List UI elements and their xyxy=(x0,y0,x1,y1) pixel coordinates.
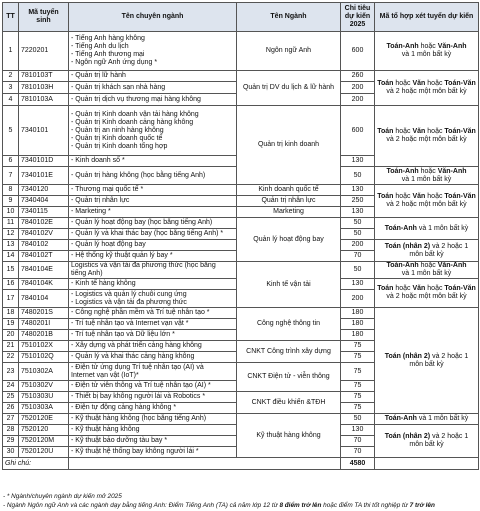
specialty-line: - Kỹ thuật hệ thống bay không người lái * xyxy=(71,448,199,455)
specialty-line: - Trí tuệ nhân tạo và Internet vạn vật * xyxy=(71,320,189,327)
admission-code: 7810103T xyxy=(19,71,69,82)
specialty-line: - Kỹ thuật hàng không (học bằng tiếng Anh) xyxy=(71,415,207,422)
combo-subject: Toán-Anh xyxy=(384,224,417,232)
admission-code: 7840104K xyxy=(19,279,69,290)
admission-code: 7340120 xyxy=(19,185,69,196)
specialty-list xyxy=(69,392,237,403)
combo-text: hoặc xyxy=(395,80,411,87)
combo-cell xyxy=(375,262,479,279)
table-row xyxy=(3,308,479,319)
major-name: CNKT điều khiển &TĐH xyxy=(237,392,341,414)
quota-value: 600 xyxy=(341,106,375,156)
specialty-line: - Thương mại quốc tế * xyxy=(71,186,144,193)
specialty-line: - Logistics và quản lý chuỗi cung ứng xyxy=(71,290,187,298)
quota-value: 75 xyxy=(341,363,375,381)
major-name: Quản lý hoạt động bay xyxy=(237,218,341,262)
specialty-line: - Điện tử viễn thông và Trí tuệ nhân tạo (AI) * xyxy=(71,382,211,389)
combo-subject: Toán xyxy=(377,285,394,292)
combo-line xyxy=(377,88,476,96)
header-code: Mã tuyển sinh xyxy=(19,3,69,32)
combo-text: và 2 hoặc 1 môn bất kỳ xyxy=(409,242,469,258)
combo-cell xyxy=(375,106,479,167)
table-row xyxy=(3,414,479,425)
combo-cell xyxy=(375,167,479,185)
quota-value: 130 xyxy=(341,279,375,290)
quota-value: 180 xyxy=(341,330,375,341)
quota-value: 130 xyxy=(341,207,375,218)
row-number: 16 xyxy=(3,279,19,290)
combo-text: và 1 môn bất kỳ xyxy=(401,270,452,277)
specialty-line: - Trí tuệ nhân tạo và Dữ liệu lớn * xyxy=(71,331,175,338)
admission-code: 7840104 xyxy=(19,290,69,308)
admission-code: 7810103A xyxy=(19,94,69,106)
row-number: 25 xyxy=(3,392,19,403)
specialty-line: - Tiếng Anh du lịch xyxy=(71,43,129,50)
specialty-line: Logistics và vận tải đa phương thức (học bằng xyxy=(71,262,216,269)
major-name: Kỹ thuật hàng không xyxy=(237,414,341,458)
note-1: - * Ngành/chuyên ngành dự kiến mở 2025 xyxy=(3,493,122,500)
combo-subject: Toán (nhân 2) xyxy=(384,352,431,360)
combo-subject: Văn xyxy=(412,128,426,135)
major-name: Ngôn ngữ Anh xyxy=(237,32,341,71)
admissions-table xyxy=(2,2,479,470)
empty-cell xyxy=(69,458,341,470)
table-row xyxy=(3,262,479,279)
specialty-list xyxy=(69,363,237,381)
specialty-line: - Kỹ thuật hàng không xyxy=(71,426,140,433)
specialty-line: - Tiếng Anh hàng không xyxy=(71,35,145,42)
combo-cell xyxy=(375,185,479,218)
quota-value: 75 xyxy=(341,341,375,352)
combo-text: và 1 môn bất kỳ xyxy=(401,51,452,58)
quota-value: 200 xyxy=(341,240,375,251)
table-header xyxy=(3,3,479,32)
combo-text: và 2 hoặc một môn bất kỳ xyxy=(386,136,467,143)
major-name: Quản trị nhân lực xyxy=(237,196,341,207)
specialty-list xyxy=(69,330,237,341)
specialty-line: tiếng Anh) xyxy=(71,270,103,277)
combo-cell xyxy=(375,32,479,71)
specialty-list xyxy=(69,262,237,279)
specialty-list xyxy=(69,290,237,308)
quota-value: 130 xyxy=(341,425,375,436)
admission-code: 7840102T xyxy=(19,251,69,262)
combo-subject: Văn-Anh xyxy=(437,43,467,50)
specialty-line: - Quản trị Kinh doanh cảng hàng không xyxy=(71,118,194,126)
row-number: 30 xyxy=(3,447,19,458)
admission-code: 7480201I xyxy=(19,319,69,330)
total-quota: 4580 xyxy=(341,458,375,470)
admission-code: 7340115 xyxy=(19,207,69,218)
specialty-list xyxy=(69,341,237,352)
row-number: 22 xyxy=(3,352,19,363)
combo-subject: Toán-Anh xyxy=(386,167,419,175)
combo-cell xyxy=(375,240,479,262)
admission-code: 7810103H xyxy=(19,82,69,94)
quota-value: 600 xyxy=(341,32,375,71)
quota-value: 50 xyxy=(341,167,375,185)
header-tt: TT xyxy=(3,3,19,32)
admission-code: 7520120U xyxy=(19,447,69,458)
specialty-line: - Tiếng Anh thương mại xyxy=(71,51,145,58)
admission-code: 7840102V xyxy=(19,229,69,240)
admission-code: 7510303U xyxy=(19,392,69,403)
specialty-list xyxy=(69,436,237,447)
specialty-line: - Xây dựng và phát triển cảng hàng không xyxy=(71,342,202,349)
quota-value: 250 xyxy=(341,196,375,207)
combo-line xyxy=(377,43,476,51)
table-row xyxy=(3,218,479,229)
row-number: 1 xyxy=(3,32,19,71)
combo-line xyxy=(377,285,476,293)
major-name: Công nghệ thông tin xyxy=(237,308,341,341)
combo-cell xyxy=(375,425,479,458)
quota-value: 260 xyxy=(341,71,375,82)
combo-text: hoặc xyxy=(420,262,436,269)
specialty-list xyxy=(69,308,237,319)
combo-line xyxy=(377,136,476,144)
specialty-list xyxy=(69,167,237,185)
specialty-line: - Quản lý và khai thác bay (học bằng tiếng Anh) * xyxy=(71,230,224,237)
row-number: 19 xyxy=(3,319,19,330)
specialty-list xyxy=(69,229,237,240)
combo-line xyxy=(377,262,476,270)
specialty-list xyxy=(69,403,237,414)
row-number: 12 xyxy=(3,229,19,240)
combo-cell xyxy=(375,308,479,414)
quota-value: 50 xyxy=(341,414,375,425)
specialty-line: - Ngôn ngữ Anh ứng dụng * xyxy=(71,59,158,66)
table-row xyxy=(3,106,479,156)
row-number: 20 xyxy=(3,330,19,341)
quota-value: 50 xyxy=(341,229,375,240)
major-name: Quản trị kinh doanh xyxy=(237,106,341,185)
combo-text: và 1 môn bất kỳ xyxy=(418,224,469,232)
admission-code: 7510102X xyxy=(19,341,69,352)
combo-text: hoặc xyxy=(427,193,443,200)
combo-line xyxy=(377,193,476,201)
row-number: 21 xyxy=(3,341,19,352)
admission-code: 7520120M xyxy=(19,436,69,447)
row-number: 23 xyxy=(3,363,19,381)
specialty-list xyxy=(69,94,237,106)
total-label: Ghi chú: xyxy=(3,458,69,470)
table-row xyxy=(3,71,479,82)
quota-value: 75 xyxy=(341,403,375,414)
quota-value: 200 xyxy=(341,82,375,94)
combo-cell xyxy=(375,279,479,308)
combo-subject: Văn-Anh xyxy=(437,167,467,175)
quota-value: 180 xyxy=(341,319,375,330)
row-number: 7 xyxy=(3,167,19,185)
total-row xyxy=(3,458,479,470)
admission-code: 7480201B xyxy=(19,330,69,341)
table-row xyxy=(3,32,479,71)
row-number: 26 xyxy=(3,403,19,414)
combo-text: hoặc xyxy=(427,80,443,87)
specialty-line: - Hệ thống kỹ thuật quản lý bay * xyxy=(71,252,173,259)
combo-subject: Văn-Anh xyxy=(437,262,467,269)
combo-subject: Toán-Anh xyxy=(384,415,417,422)
combo-subject: Toán-Anh xyxy=(386,43,419,50)
specialty-list xyxy=(69,381,237,392)
specialty-list xyxy=(69,106,237,156)
row-number: 14 xyxy=(3,251,19,262)
specialty-line: - Quản trị an ninh hàng không xyxy=(71,126,164,134)
combo-subject: Toán xyxy=(377,193,394,200)
combo-subject: Toán xyxy=(377,128,394,135)
row-number: 17 xyxy=(3,290,19,308)
combo-subject: Toán xyxy=(377,80,394,87)
combo-text: và 2 hoặc một môn bất kỳ xyxy=(386,293,467,300)
combo-line xyxy=(377,243,476,259)
specialty-line: - Quản lý hoạt động bay xyxy=(71,241,146,248)
combo-text: hoặc xyxy=(427,128,443,135)
specialty-line: - Quản trị hàng không (học bằng tiếng Anh) xyxy=(71,171,206,179)
specialty-list xyxy=(69,207,237,218)
major-name: Quản trị DV du lịch & lữ hành xyxy=(237,71,341,106)
combo-text: và 2 hoặc một môn bất kỳ xyxy=(386,88,467,95)
admission-code: 7840102 xyxy=(19,240,69,251)
combo-line xyxy=(377,168,476,176)
combo-cell xyxy=(375,218,479,240)
combo-line xyxy=(377,415,476,423)
combo-subject: Toán (nhân 2) xyxy=(384,242,431,250)
combo-line xyxy=(377,433,476,449)
specialty-list xyxy=(69,319,237,330)
specialty-list xyxy=(69,32,237,71)
combo-text: hoặc xyxy=(420,43,436,50)
quota-value: 50 xyxy=(341,262,375,279)
combo-cell xyxy=(375,414,479,425)
combo-line xyxy=(377,353,476,369)
row-number: 3 xyxy=(3,82,19,94)
row-number: 29 xyxy=(3,436,19,447)
specialty-line: - Quản trị lữ hành xyxy=(71,72,126,79)
combo-line xyxy=(377,128,476,136)
combo-text: hoặc xyxy=(427,285,443,292)
combo-line xyxy=(377,270,476,278)
admission-code: 7510302A xyxy=(19,363,69,381)
combo-text: và 2 hoặc 1 môn bất kỳ xyxy=(409,433,469,448)
specialty-list xyxy=(69,156,237,167)
row-number: 28 xyxy=(3,425,19,436)
admission-code: 7840104E xyxy=(19,262,69,279)
row-number: 2 xyxy=(3,71,19,82)
specialty-line: - Quản trị khách sạn nhà hàng xyxy=(71,83,166,91)
specialty-line: - Quản lý và khai thác cảng hàng không xyxy=(71,353,195,360)
row-number: 15 xyxy=(3,262,19,279)
empty-cell xyxy=(375,458,479,470)
combo-subject: Toán-Anh xyxy=(386,262,419,269)
specialty-line: - Điện tử ứng dụng Trí tuệ nhân tạo (AI) và xyxy=(71,363,204,371)
quota-value: 70 xyxy=(341,447,375,458)
table-body xyxy=(3,32,479,470)
specialty-list xyxy=(69,279,237,290)
specialty-line: - Quản trị Kinh doanh tổng hợp xyxy=(71,142,168,150)
combo-line xyxy=(377,51,476,59)
row-number: 27 xyxy=(3,414,19,425)
admission-code: 7340101D xyxy=(19,156,69,167)
combo-text: hoặc xyxy=(395,128,411,135)
specialty-line: - Kinh tế hàng không xyxy=(71,280,136,287)
quota-value: 200 xyxy=(341,290,375,308)
header-quota: Chỉ tiêu dự kiến 2025 xyxy=(341,3,375,32)
combo-line xyxy=(377,80,476,88)
combo-line xyxy=(377,293,476,301)
combo-subject: Toán-Văn xyxy=(444,193,476,200)
major-name: CNKT Điện tử - viễn thông xyxy=(237,363,341,392)
admission-code: 7510102Q xyxy=(19,352,69,363)
specialty-line: - Kỹ thuật bảo dưỡng tàu bay * xyxy=(71,437,168,444)
admission-code: 7480201S xyxy=(19,308,69,319)
table-row xyxy=(3,185,479,196)
combo-subject: Văn xyxy=(412,285,426,292)
admission-code: 7520120E xyxy=(19,414,69,425)
note-2: - Ngành Ngôn ngữ Anh và các ngành dạy bằng tiếng Anh: Điểm Tiếng Anh (TA) cả năm lớp 12 từ 8 điểm trở lên hoặc điểm TA thi tốt nghiệp từ 7 trở lên xyxy=(3,502,435,509)
specialty-list xyxy=(69,414,237,425)
admission-code: 7340101 xyxy=(19,106,69,156)
quota-value: 130 xyxy=(341,156,375,167)
row-number: 10 xyxy=(3,207,19,218)
specialty-line: - Logistics và vận tải đa phương thức xyxy=(71,298,187,306)
admission-code: 7840102E xyxy=(19,218,69,229)
quota-value: 75 xyxy=(341,381,375,392)
combo-line xyxy=(377,201,476,209)
quota-value: 70 xyxy=(341,251,375,262)
combo-subject: Toán (nhân 2) xyxy=(384,433,431,440)
header-combo: Mã tổ hợp xét tuyển dự kiến xyxy=(375,3,479,32)
major-name: Kinh tế vận tải xyxy=(237,262,341,308)
specialty-list xyxy=(69,447,237,458)
specialty-list xyxy=(69,71,237,82)
specialty-line: - Quản trị Kinh doanh quốc tế xyxy=(71,134,163,142)
specialty-line: - Marketing * xyxy=(71,208,111,215)
combo-line xyxy=(377,176,476,184)
combo-subject: Văn xyxy=(412,80,426,87)
specialty-line: - Quản trị nhân lực xyxy=(71,197,130,204)
header-specialty: Tên chuyên ngành xyxy=(69,3,237,32)
specialty-list xyxy=(69,240,237,251)
combo-text: và 2 hoặc một môn bất kỳ xyxy=(386,201,467,208)
quota-value: 75 xyxy=(341,392,375,403)
quota-value: 70 xyxy=(341,436,375,447)
combo-subject: Toán-Văn xyxy=(444,285,476,292)
combo-subject: Toán-Văn xyxy=(444,80,476,87)
specialty-list xyxy=(69,82,237,94)
admission-code: 7520120 xyxy=(19,425,69,436)
specialty-list xyxy=(69,218,237,229)
combo-text: hoặc xyxy=(395,285,411,292)
row-number: 8 xyxy=(3,185,19,196)
specialty-line: Internet vạn vật (IoT)* xyxy=(71,371,139,379)
row-number: 9 xyxy=(3,196,19,207)
combo-line xyxy=(377,225,476,233)
specialty-line: - Quản trị dịch vụ thương mại hàng không xyxy=(71,95,201,103)
quota-value: 200 xyxy=(341,94,375,106)
admission-code: 7340101E xyxy=(19,167,69,185)
admission-code: 7340404 xyxy=(19,196,69,207)
row-number: 4 xyxy=(3,94,19,106)
specialty-list xyxy=(69,352,237,363)
combo-subject: Văn xyxy=(412,193,426,200)
quota-value: 180 xyxy=(341,308,375,319)
specialty-line: - Quản lý hoạt động bay (học bằng tiếng Anh) xyxy=(71,219,213,226)
combo-subject: Toán-Văn xyxy=(444,128,476,135)
specialty-line: - Điện tự động cảng hàng không * xyxy=(71,404,177,411)
quota-value: 50 xyxy=(341,218,375,229)
row-number: 13 xyxy=(3,240,19,251)
specialty-list xyxy=(69,185,237,196)
combo-text: và 1 môn bất kỳ xyxy=(418,415,469,422)
quota-value: 130 xyxy=(341,185,375,196)
specialty-line: - Kinh doanh số * xyxy=(71,157,125,164)
quota-value: 75 xyxy=(341,352,375,363)
row-number: 6 xyxy=(3,156,19,167)
header-major: Tên Ngành xyxy=(237,3,341,32)
row-number: 11 xyxy=(3,218,19,229)
specialty-line: - Công nghệ phần mềm và Trí tuệ nhân tạo * xyxy=(71,309,210,316)
major-name: CNKT Công trình xây dựng xyxy=(237,341,341,363)
specialty-list xyxy=(69,251,237,262)
combo-text: hoặc xyxy=(420,167,436,175)
combo-cell xyxy=(375,71,479,106)
admission-code: 7510303A xyxy=(19,403,69,414)
admission-code: 7510302V xyxy=(19,381,69,392)
notes xyxy=(3,492,477,510)
major-name: Kinh doanh quốc tế xyxy=(237,185,341,196)
combo-text: hoặc xyxy=(395,193,411,200)
specialty-list xyxy=(69,425,237,436)
specialty-list xyxy=(69,196,237,207)
specialty-line: - Thiết bị bay không người lái và Robotics * xyxy=(71,393,206,400)
row-number: 18 xyxy=(3,308,19,319)
combo-text: và 2 hoặc 1 môn bất kỳ xyxy=(409,352,469,368)
row-number: 5 xyxy=(3,106,19,156)
admission-code: 7220201 xyxy=(19,32,69,71)
combo-text: và 1 môn bất kỳ xyxy=(401,175,452,183)
specialty-line: - Quản trị Kinh doanh vận tải hàng không xyxy=(71,110,199,118)
major-name: Marketing xyxy=(237,207,341,218)
row-number: 24 xyxy=(3,381,19,392)
